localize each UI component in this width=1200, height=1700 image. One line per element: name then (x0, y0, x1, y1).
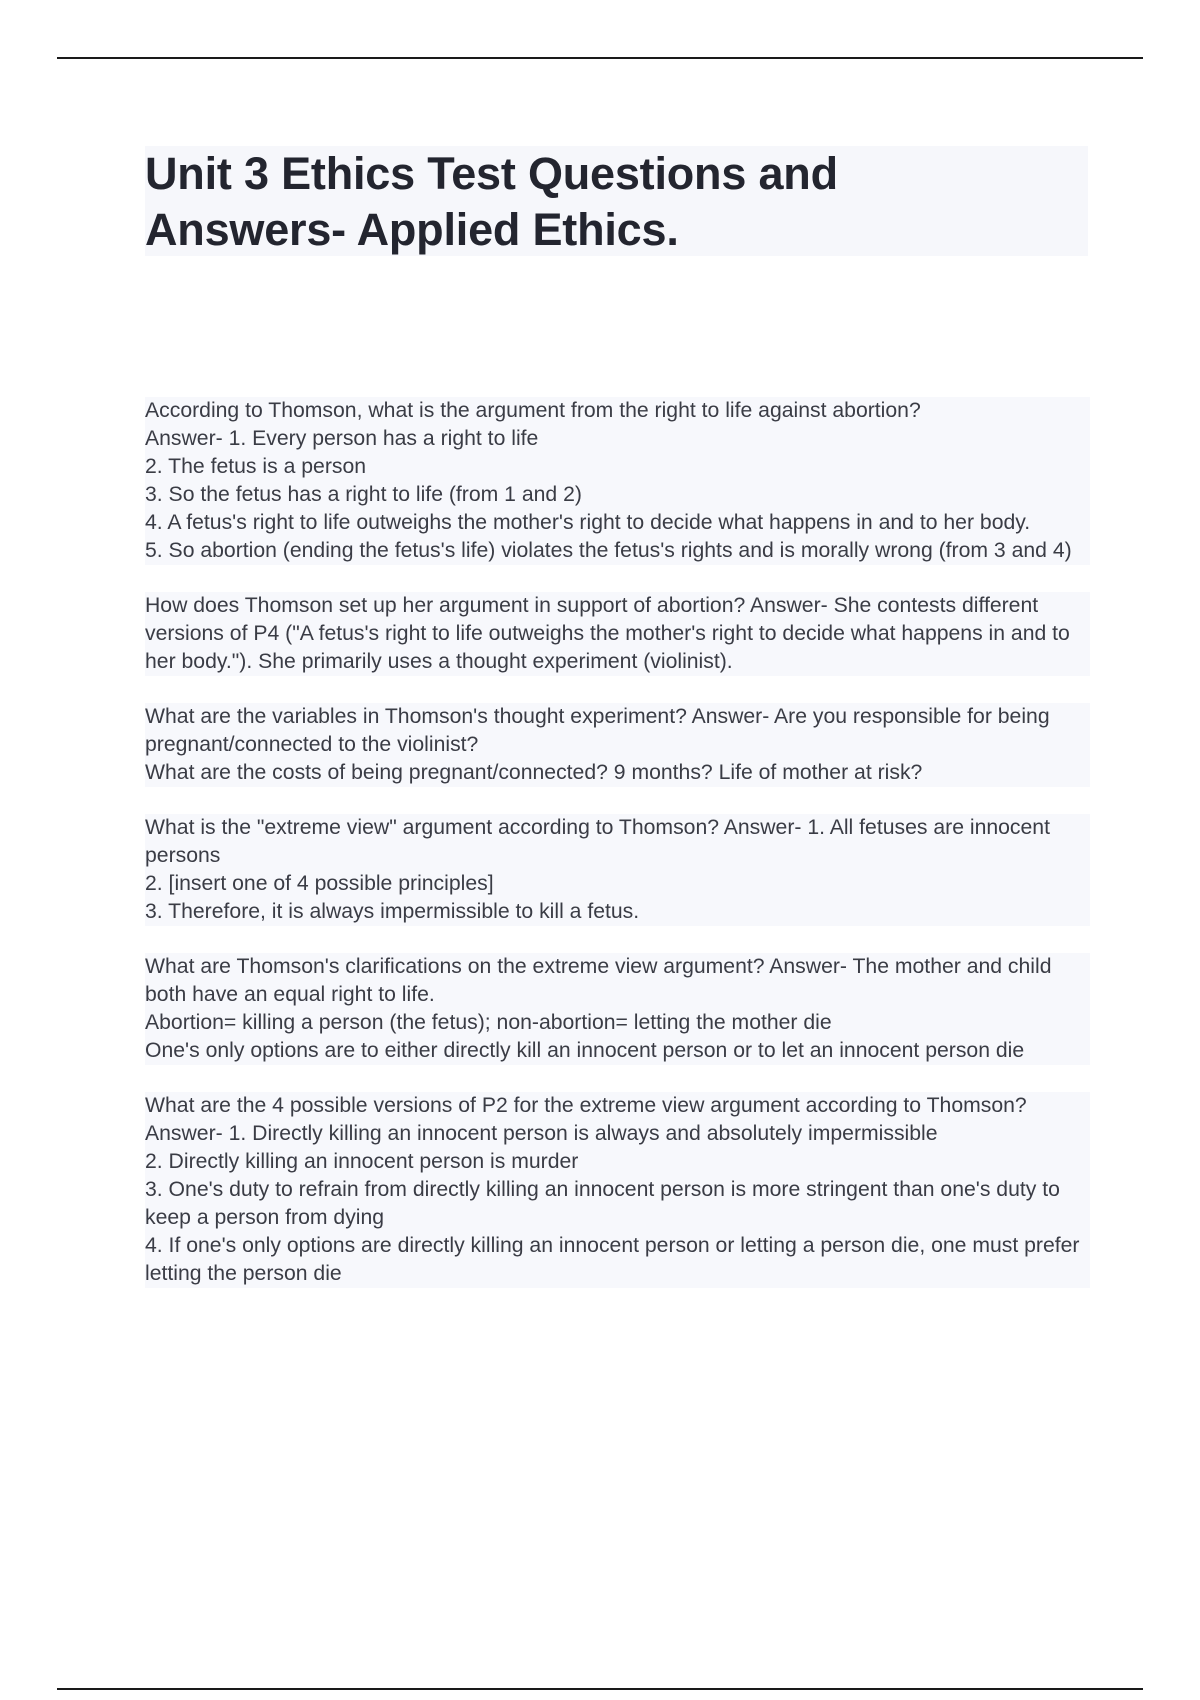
qa-line: 2. The fetus is a person (145, 455, 367, 478)
qa-line: 2. [insert one of 4 possible principles] (145, 872, 494, 895)
document-title (145, 146, 1088, 258)
qa-line: What are the 4 possible versions of P2 for the extreme view argument according to Thomson? Answer- 1. Directly killing an innocent person is always and absolutely impermissible (145, 1094, 1027, 1145)
qa-item (145, 703, 1090, 787)
qa-line: What are Thomson's clarifications on the extreme view argument? Answer- The mother and child both have an equal right to life. (145, 955, 1052, 1006)
qa-line: What are the costs of being pregnant/connected? 9 months? Life of mother at risk? (145, 761, 923, 784)
qa-line: 4. A fetus's right to life outweighs the mother's right to decide what happens in and to her body. (145, 511, 1031, 534)
qa-line: 3. So the fetus has a right to life (from 1 and 2) (145, 483, 582, 506)
qa-line: What is the "extreme view" argument according to Thomson? Answer- 1. All fetuses are innocent persons (145, 816, 1050, 867)
qa-line: 3. One's duty to refrain from directly killing an innocent person is more stringent than one's duty to keep a person from dying (145, 1178, 1060, 1229)
top-rule (57, 57, 1143, 59)
title-block (145, 146, 1088, 256)
qa-line: How does Thomson set up her argument in support of abortion? Answer- She contests different versions of P4 ("A fetus's right to life outweighs the mother's right to decide what happens in and to her body."). She primarily uses a thought experiment (violinist). (145, 594, 1070, 673)
qa-line: 3. Therefore, it is always impermissible to kill a fetus. (145, 900, 640, 923)
qa-line: According to Thomson, what is the argument from the right to life against abortion? (145, 399, 921, 422)
qa-line: One's only options are to either directly kill an innocent person or to let an innocent person die (145, 1039, 1025, 1062)
qa-item (145, 953, 1090, 1065)
qa-line: 5. So abortion (ending the fetus's life) violates the fetus's rights and is morally wrong (from 3 and 4) (145, 539, 1072, 562)
title-line: Unit 3 Ethics Test Questions and (145, 148, 838, 199)
title-line: Answers- Applied Ethics. (145, 204, 679, 255)
qa-line: 2. Directly killing an innocent person is murder (145, 1150, 579, 1173)
qa-list (145, 397, 1090, 1315)
qa-item (145, 397, 1090, 565)
qa-item (145, 1092, 1090, 1288)
qa-line: Abortion= killing a person (the fetus); non-abortion= letting the mother die (145, 1011, 832, 1034)
qa-item (145, 814, 1090, 926)
bottom-rule (57, 1688, 1143, 1690)
qa-line: Answer- 1. Every person has a right to life (145, 427, 539, 450)
qa-line: What are the variables in Thomson's thought experiment? Answer- Are you responsible for being pregnant/connected to the violinist? (145, 705, 1050, 756)
qa-line: 4. If one's only options are directly killing an innocent person or letting a person die, one must prefer letting the person die (145, 1234, 1080, 1285)
qa-item (145, 592, 1090, 676)
